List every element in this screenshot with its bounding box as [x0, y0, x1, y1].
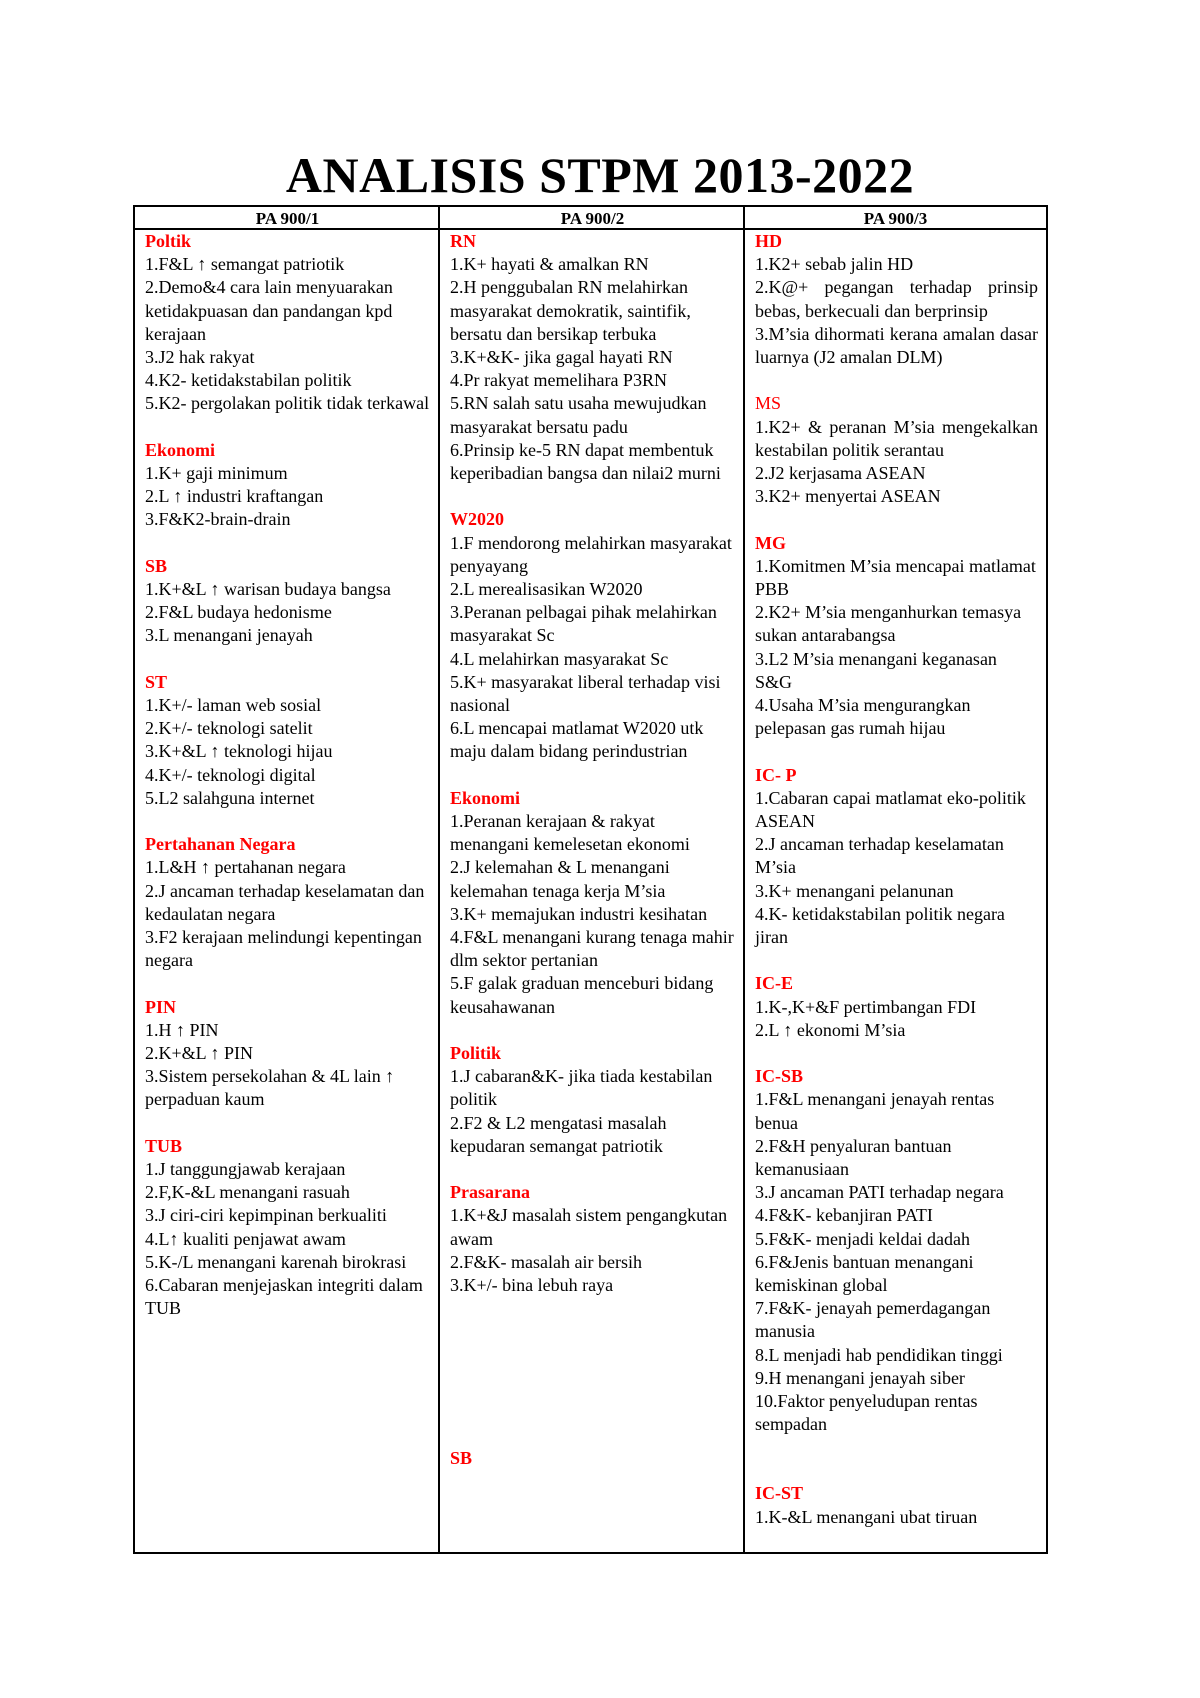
section-rn [450, 230, 737, 485]
section-heading: Ekonomi [450, 787, 521, 808]
section-heading: MG [755, 532, 786, 553]
section-heading: IC-E [755, 973, 794, 994]
list-item: 1.K2+ sebab jalin HD [755, 254, 914, 275]
list-item: 5.RN salah satu usaha mewujudkan masyarakat bersatu padu [450, 393, 707, 437]
list-item: 4.L melahirkan masyarakat Sc [450, 648, 669, 669]
section-st [145, 671, 432, 810]
list-item: 4.K2- ketidakstabilan politik [145, 370, 352, 391]
section-heading: IC- P [755, 764, 797, 785]
column-pa-900-1 [135, 230, 440, 1552]
list-item: 1.K+ gaji minimum [145, 463, 288, 484]
list-item: 1.K+/- laman web sosial [145, 695, 322, 716]
list-item: 2.J2 kerjasama ASEAN [755, 463, 926, 484]
list-item: 3.L2 M’sia menangani keganasan S&G [755, 648, 997, 692]
list-item: 3.K+ memajukan industri kesihatan [450, 903, 708, 924]
section-ic-p [755, 764, 1038, 950]
list-item: 6.Cabaran menjejaskan integriti dalam TUB [145, 1275, 423, 1319]
section-w2020 [450, 508, 737, 763]
list-item: 2.F&K- masalah air bersih [450, 1251, 642, 1272]
list-item: 5.K-/L menangani karenah birokrasi [145, 1251, 407, 1272]
section-heading: Politik [450, 1043, 502, 1064]
list-item: 4.K+/- teknologi digital [145, 764, 316, 785]
page-title: ANALISIS STPM 2013-2022 [285, 147, 915, 203]
list-item: 2.F,K-&L menangani rasuah [145, 1182, 350, 1203]
list-item: 2.L merealisasikan W2020 [450, 579, 643, 600]
section-prasarana [450, 1181, 737, 1297]
list-item: 4.Pr rakyat memelihara P3RN [450, 370, 667, 391]
section-pertahanan-negara [145, 833, 432, 972]
section-heading: ST [145, 671, 168, 692]
column-pa-900-3 [745, 230, 1046, 1552]
section-ic-e [755, 972, 1038, 1042]
list-item: 5.K+ masyarakat liberal terhadap visi nasional [450, 671, 721, 716]
column-header-pa-900-3: PA 900/3 [745, 207, 1046, 230]
list-item: 1.F&L menangani jenayah rentas benua [755, 1089, 995, 1133]
list-item: 3.K+/- bina lebuh raya [450, 1275, 614, 1296]
list-item: 1.H ↑ PIN [145, 1019, 219, 1040]
section-heading: SB [450, 1448, 473, 1469]
section-pin [145, 996, 432, 1112]
section-heading: IC-SB [755, 1066, 804, 1087]
list-item: 8.L menjadi hab pendidikan tinggi [755, 1344, 1003, 1365]
list-item: 3.J2 hak rakyat [145, 347, 255, 368]
list-item: 3.Sistem persekolahan & 4L lain ↑ perpaduan kaum [145, 1066, 395, 1110]
section-sb [450, 1447, 737, 1470]
analysis-table [133, 205, 1048, 1554]
list-item: 3.K+ menangani pelanunan [755, 880, 954, 901]
list-item: 3.K+&K- jika gagal hayati RN [450, 347, 673, 368]
list-item: 2.K+&L ↑ PIN [145, 1043, 253, 1064]
list-item: 5.L2 salahguna internet [145, 787, 315, 808]
list-item: 1.K-,K+&F pertimbangan FDI [755, 996, 977, 1017]
list-item: 1.K+&J masalah sistem pengangkutan awam [450, 1205, 728, 1249]
list-item: 2.K@+ pegangan terhadap prinsip bebas, berkecuali dan berprinsip [755, 277, 1038, 321]
section-ekonomi [145, 439, 432, 532]
list-item: 4.L↑ kualiti penjawat awam [145, 1228, 346, 1249]
list-item: 4.F&K- kebanjiran PATI [755, 1205, 933, 1226]
section-mg [755, 532, 1038, 741]
list-item: 10.Faktor penyeludupan rentas sempadan [755, 1391, 978, 1435]
section-heading: W2020 [450, 509, 504, 530]
list-item: 5.K2- pergolakan politik tidak terkawal [145, 393, 430, 414]
section-heading: MS [755, 393, 782, 414]
section-tub [145, 1135, 432, 1321]
list-item: 2.L ↑ industri kraftangan [145, 486, 324, 507]
list-item: 5.F&K- menjadi keldai dadah [755, 1228, 970, 1249]
list-item: 1.K+ hayati & amalkan RN [450, 254, 649, 275]
column-header-pa-900-1: PA 900/1 [135, 207, 440, 230]
list-item: 3.K+&L ↑ teknologi hijau [145, 741, 333, 762]
list-item: 2.H penggubalan RN melahirkan masyarakat demokratik, saintifik, bersatu dan bersikap terbuka [450, 277, 691, 344]
section-heading: Pertahanan Negara [145, 834, 296, 855]
section-heading: HD [755, 231, 782, 251]
list-item: 1.K2+ & peranan M’sia mengekalkan kestabilan politik serantau [755, 416, 1038, 460]
list-item: 4.Usaha M’sia mengurangkan pelepasan gas rumah hijau [755, 695, 971, 739]
section-heading: IC-ST [755, 1483, 804, 1504]
list-item: 6.F&Jenis bantuan menangani kemiskinan global [755, 1251, 974, 1296]
section-ms [755, 392, 1038, 508]
list-item: 1.K+&L ↑ warisan budaya bangsa [145, 579, 391, 600]
list-item: 7.F&K- jenayah pemerdagangan manusia [755, 1298, 991, 1342]
section-heading: SB [145, 555, 168, 576]
list-item: 6.Prinsip ke-5 RN dapat membentuk keperibadian bangsa dan nilai2 murni [450, 439, 721, 484]
section-ekonomi [450, 787, 737, 1019]
column-header-pa-900-2: PA 900/2 [440, 207, 745, 230]
list-item: 1.Komitmen M’sia mencapai matlamat PBB [755, 555, 1036, 600]
section-ic-st [755, 1482, 1038, 1528]
list-item: 3.M’sia dihormati kerana amalan dasar luarnya (J2 amalan DLM) [755, 323, 1038, 368]
list-item: 3.J ancaman PATI terhadap negara [755, 1182, 1004, 1203]
list-item: 2.J ancaman terhadap keselamatan dan kedaulatan negara [145, 880, 425, 924]
section-sb [145, 555, 432, 648]
section-hd [755, 230, 1038, 369]
list-item: 3.F&K2-brain-drain [145, 509, 291, 530]
list-item: 3.K2+ menyertai ASEAN [755, 486, 941, 507]
list-item: 9.H menangani jenayah siber [755, 1367, 965, 1388]
list-item: 3.L menangani jenayah [145, 625, 313, 646]
list-item: 6.L mencapai matlamat W2020 utk maju dalam bidang perindustrian [450, 718, 704, 762]
list-item: 1.Cabaran capai matlamat eko-politik ASEAN [755, 787, 1026, 832]
list-item: 1.Peranan kerajaan & rakyat menangani kemelesetan ekonomi [450, 811, 690, 855]
list-item: 1.L&H ↑ pertahanan negara [145, 857, 346, 878]
section-heading: Ekonomi [145, 439, 216, 460]
list-item: 5.F galak graduan menceburi bidang keusahawanan [450, 973, 714, 1017]
list-item: 1.J cabaran&K- jika tiada kestabilan politik [450, 1066, 713, 1110]
list-item: 2.J ancaman terhadap keselamatan M’sia [755, 834, 1004, 878]
list-item: 1.F mendorong melahirkan masyarakat penyayang [450, 532, 732, 576]
list-item: 3.Peranan pelbagai pihak melahirkan masyarakat Sc [450, 602, 717, 646]
list-item: 2.F&L budaya hedonisme [145, 602, 332, 623]
list-item: 4.K- ketidakstabilan politik negara jiran [755, 903, 1005, 948]
section-politik [450, 1042, 737, 1158]
list-item: 1.F&L ↑ semangat patriotik [145, 254, 345, 275]
list-item: 2.F2 & L2 mengatasi masalah kepudaran semangat patriotik [450, 1112, 667, 1156]
list-item: 2.K+/- teknologi satelit [145, 718, 313, 739]
list-item: 1.K-&L menangani ubat tiruan [755, 1506, 978, 1527]
list-item: 1.J tanggungjawab kerajaan [145, 1159, 346, 1180]
section-heading: PIN [145, 996, 176, 1017]
list-item: 3.J ciri-ciri kepimpinan berkualiti [145, 1205, 387, 1226]
section-heading: TUB [145, 1135, 183, 1156]
list-item: 4.F&L menangani kurang tenaga mahir dlm sektor pertanian [450, 927, 734, 971]
list-item: 2.L ↑ ekonomi M’sia [755, 1019, 906, 1040]
list-item: 2.F&H penyaluran bantuan kemanusiaan [755, 1135, 952, 1180]
section-heading: Prasarana [450, 1182, 530, 1203]
section-poltik [145, 230, 432, 416]
section-heading: RN [450, 231, 476, 251]
list-item: 2.J kelemahan & L menangani kelemahan tenaga kerja M’sia [450, 857, 670, 901]
list-item: 2.Demo&4 cara lain menyuarakan ketidakpuasan dan pandangan kpd kerajaan [145, 277, 393, 344]
list-item: 3.F2 kerajaan melindungi kepentingan negara [145, 927, 422, 971]
list-item: 2.K2+ M’sia menganhurkan temasya sukan antarabangsa [755, 602, 1022, 646]
section-heading: Poltik [145, 231, 192, 251]
section-ic-sb [755, 1065, 1038, 1436]
column-pa-900-2 [440, 230, 745, 1552]
